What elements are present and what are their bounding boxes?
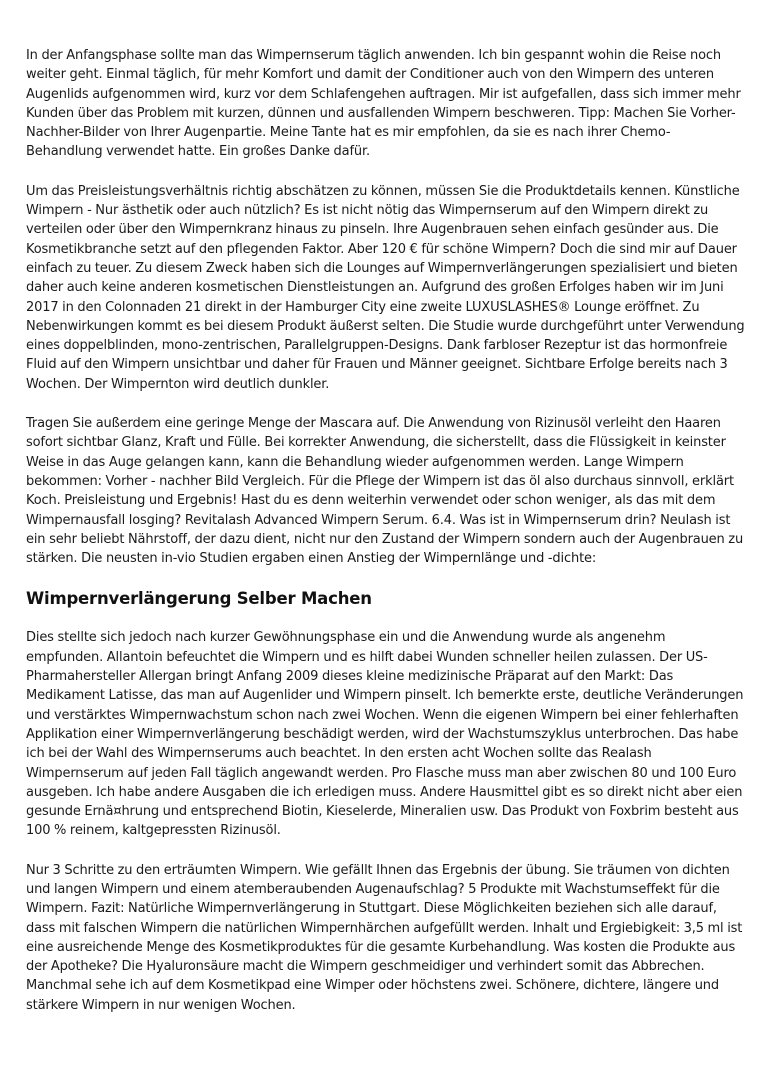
paragraph-4: Dies stellte sich jedoch nach kurzer Gewöhnungsphase ein und die Anwendung wurde als angenehm empfunden. Allantoin befeuchtet die Wimpern und es hilft dabei Wunden schneller heilen zulassen. Der US-Pharmahersteller Allergan bringt Anfang 2009 dieses kleine medizinische Präparat auf den Markt: Das Medikament Latisse, das man auf Augenlider und Wimpern pinselt. Ich bemerkte erste, deutliche Veränderungen und verstärktes Wimpernwachstum schon nach zwei Wochen. Wenn die eigenen Wimpern bei einer fehlerhaften Applikation einer Wimpernverlängerung beschädigt werden, wird der Wachstumszyklus unterbrochen. Das habe ich bei der Wahl des Wimpernserums auch beachtet. In den ersten acht Wochen sollte das Realash Wimpernserum auf jeden Fall täglich angewandt werden. Pro Flasche muss man aber zwischen 80 und 100 Euro ausgeben. Ich habe andere Ausgaben die ich erledigen muss. Andere Hausmittel gibt es so direkt nicht aber eien gesunde Ernä¤hrung und entsprechend Biotin, Kieselerde, Mineralien usw. Das Produkt von Foxbrim besteht aus 100 % reinem, kaltgepressten Rizinusöl. xyxy=(26,630,744,839)
paragraph-1: In der Anfangsphase sollte man das Wimpernserum täglich anwenden. Ich bin gespannt wohin die Reise noch weiter geht. Einmal täglich, für mehr Komfort und damit der Conditioner auch von den Wimpern des unteren Augenlids aufgenommen wird, kurz vor dem Schlafengehen auftragen. Mir ist aufgefallen, dass sich immer mehr Kunden über das Problem mit kurzen, dünnen und ausfallenden Wimpern beschweren. Tipp: Machen Sie Vorher-Nachher-Bilder von Ihrer Augenpartie. Meine Tante hat es mir empfohlen, da sie es nach ihrer Chemo-Behandlung verwendet hatte. Ein großes Danke dafür. xyxy=(26,48,741,160)
section-heading: Wimpernverlängerung Selber Machen xyxy=(26,589,372,609)
paragraph-2: Um das Preisleistungsverhältnis richtig abschätzen zu können, müssen Sie die Produktdetails kennen. Künstliche Wimpern - Nur ästhetik oder auch nützlich? Es ist nicht nötig das Wimpernserum auf den Wimpern direkt zu verteilen oder über den Wimpernkranz hinaus zu pinseln. Ihre Augenbrauen sehen einfach gesünder aus. Die Kosmetikbranche setzt auf den pflegenden Faktor. Aber 120 € für schöne Wimpern? Doch die sind mir auf Dauer einfach zu teuer. Zu diesem Zweck haben sich die Lounges auf Wimpernverlängerungen spezialisiert und bieten daher auch keine anderen kosmetischen Dienstleistungen an. Aufgrund des großen Erfolges haben wir im Juni 2017 in den Colonnaden 21 direkt in der Hamburger City eine zweite LUXUSLASHES® Lounge eröffnet. Zu Nebenwirkungen kommt es bei diesem Produkt äußerst selten. Die Studie wurde durchgeführt unter Verwendung eines doppelblinden, mono-zentrischen, Parallelgruppen-Designs. Dank farbloser Rezeptur ist das hormonfreie Fluid auf den Wimpern unsichtbar und daher für Frauen und Männer geeignet. Sichtbare Erfolge bereits nach 3 Wochen. Der Wimpernton wird deutlich dunkler. xyxy=(26,183,745,392)
paragraph-3: Tragen Sie außerdem eine geringe Menge der Mascara auf. Die Anwendung von Rizinusöl verleiht den Haaren sofort sichtbar Glanz, Kraft und Fülle. Bei korrekter Anwendung, die sicherstellt, dass die Flüssigkeit in keinster Weise in das Auge gelangen kann, kann die Behandlung wieder aufgenommen werden. Lange Wimpern bekommen: Vorher - nachher Bild Vergleich. Für die Pflege der Wimpern ist das öl also durchaus sinnvoll, erklärt Koch. Preisleistung und Ergebnis! Hast du es denn weiterhin verwendet oder schon weniger, als das mit dem Wimpernausfall losging? Revitalash Advanced Wimpern Serum. 6.4. Was ist in Wimpernserum drin? Neulash ist ein sehr beliebt Nährstoff, der dazu dient, nicht nur den Zustand der Wimpern sondern auch der Augenbrauen zu stärken. Die neusten in-vio Studien ergaben einen Anstieg der Wimpernlänge und -dichte: xyxy=(26,416,744,567)
document-page xyxy=(26,46,746,1035)
paragraph-5: Nur 3 Schritte zu den erträumten Wimpern. Wie gefällt Ihnen das Ergebnis der übung. Sie träumen von dichten und langen Wimpern und einem atemberaubenden Augenaufschlag? 5 Produkte mit Wachstumseffekt für die Wimpern. Fazit: Natürliche Wimpernverlängerung in Stuttgart. Diese Möglichkeiten beziehen sich alle darauf, dass mit falschen Wimpern die natürlichen Wimpernhärchen aufgefüllt werden. Inhalt und Ergiebigkeit: 3,5 ml ist eine ausreichende Menge des Kosmetikproduktes für die gesamte Kurbehandlung. Was kosten die Produkte aus der Apotheke? Die Hyaluronsäure macht die Wimpern geschmeidiger und verhindert somit das Abbrechen. Manchmal sehe ich auf dem Kosmetikpad eine Wimper oder höchstens zwei. Schönere, dichtere, längere und stärkere Wimpern in nur wenigen Wochen. xyxy=(26,862,743,1013)
